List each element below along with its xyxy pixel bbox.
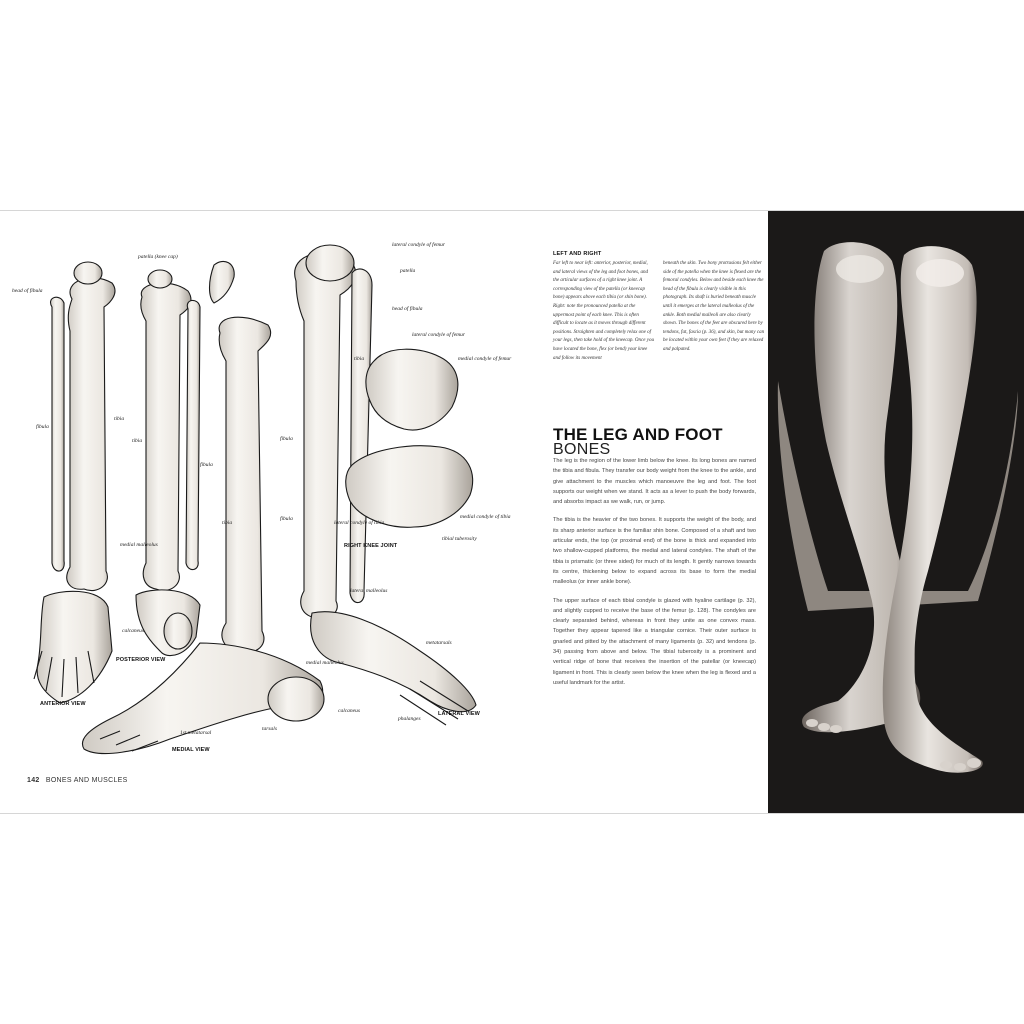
label-fibula-3: fibula [280,436,293,442]
label-tibia-2: tibia [132,438,143,444]
label-lateral-condyle-femur-top: lateral condyle of femur [392,242,446,248]
label-tibia-1: tibia [114,416,125,422]
body-paragraph-1: The leg is the region of the lower limb below the knee. Its long bones are named the tibia and fibula. They transfer our body weight from the knee to the ankle, and give attachment to the muscles which manoeuvre the leg and foot. The foot supports our weight when we stand. It acts as a lever to push the body forwards, and absorbs impact as we walk, run, or jump. [553,458,756,506]
label-metatarsals: metatarsals [426,640,452,646]
body-paragraph-2: The tibia is the heavier of the two bones. It supports the weight of the body, and its sharp anterior surface is the familiar shin bone. Composed of a shaft and two articular ends, the top (or proximal end) of the bone is thick and expanded into two shallow-cupped platforms, the medial and lateral condyles. The shaft of the tibia is prismatic (or three sided) for much of its length. It gently narrows towards its centre, thickening below to expand across its base to form the medial malleolus (or inner ankle bone). [553,517,756,586]
caption-columns [553,260,765,363]
label-right-knee-joint: RIGHT KNEE JOINT [344,543,398,549]
label-medial-condyle-femur: medial condyle of femur [458,356,512,362]
caption-column-2: beneath the skin. Two bony protrusions felt either side of the patella when the knee is flexed are the femoral condyles. Below and beside each knee the head of the fibula is clearly visible in this photograph. Its shaft is buried beneath muscle until it emerges at the lateral malleolus of the ankle. Both medial malleoli are also clearly shown. The bones of the feet are obscured here by tendons, fat, fascia (p. 36), and skin, but many can be located within your own feet if they are relaxed and palpated. [663,261,765,352]
posterior-view-bones [136,270,200,656]
label-calcaneus-2: calcaneus [338,708,360,714]
label-medial-malleolus-2: medial malleolus [306,660,344,666]
label-lateral-condyle-tibia: lateral condyle of tibia [334,520,385,526]
body-paragraph-3: The upper surface of each tibial condyle is glazed with hyaline cartilage (p. 32), and slightly cupped to receive the base of the femur (p. 128). The condyles are clearly separated behind, whereas in front they unite as one convex mass. Together they appear tapered like a triangular cornice. Their outer surface is gnarled and pitted by the attachment of many ligaments (p. 32) and tendons (p. 34) passing from above and below. The tibial tuberosity is a prominent and vertical ridge of bone that receives the insertion of the patellar (or kneecap) ligament in front. This is clearly seen below the knee when the leg is flexed and a useful landmark for the artist. [553,597,756,686]
medial-view-bones [82,317,324,753]
label-medial-malleolus-1: medial malleolus [120,542,158,548]
caption-column-1: Far left to near left: anterior, posterior, medial, and lateral views of the leg and foot bones, and the articular surfaces of a right knee joint. A corresponding view of the patella (or kneecap bone) appears above each tibia (or shin bone). Right: note the pronounced patella at the uppermost point of each knee. This is often difficult to locate as it moves through different positions. Straighten and completely relax one of your legs, then take hold of the kneecap. Once you have located the bone, flex (or bend) your knee and follow its movement [553,261,654,361]
crossed-legs-photo [768,211,1024,814]
title-line-1: THE LEG AND FOOT [553,425,723,444]
label-lateral-condyle-femur: lateral condyle of femur [412,332,466,338]
label-anterior-view: ANTERIOR VIEW [40,701,86,707]
label-tibia-3: tibia [354,356,365,362]
label-patella: patella [400,268,416,274]
label-fibula-1: fibula [36,424,49,430]
page-number: 142 [27,777,40,784]
label-fibula-2: fibula [200,462,213,468]
label-lateral-malleolus: lateral malleolus [350,588,388,594]
label-tibial-tuberosity: tibial tuberosity [442,536,477,542]
section-name: BONES AND MUSCLES [45,777,128,784]
title-line-2: BONES [553,441,611,458]
label-calcaneus-1: calcaneus [122,628,144,634]
anterior-view-bones [34,262,115,703]
caption-heading: LEFT AND RIGHT [553,251,602,257]
label-1st-metatarsal: 1st metatarsal [180,730,212,736]
page-footer [27,777,128,784]
body-text [553,456,756,696]
page-title [553,426,723,456]
bones-drawing [0,211,520,814]
legs-photo-drawing [768,211,1024,814]
label-posterior-view: POSTERIOR VIEW [116,657,166,663]
label-tarsals: tarsals [262,726,277,732]
caption-block [553,251,765,363]
label-head-of-fibula: head of fibula [392,306,423,312]
leg-foot-bones-illustration [0,211,520,814]
label-tibia-4: tibia [222,520,233,526]
label-medial-condyle-tibia: medial condyle of tibia [460,514,511,520]
label-patella-kneecap: patella (knee cap) [138,254,178,260]
label-fibula-4: fibula [280,516,293,522]
label-lateral-view: LATERAL VIEW [438,711,480,717]
label-medial-view: MEDIAL VIEW [172,747,210,753]
book-spread [0,210,1024,814]
label-head-of-fibula-left: head of fibula [12,288,43,294]
label-phalanges: phalanges [398,716,421,722]
